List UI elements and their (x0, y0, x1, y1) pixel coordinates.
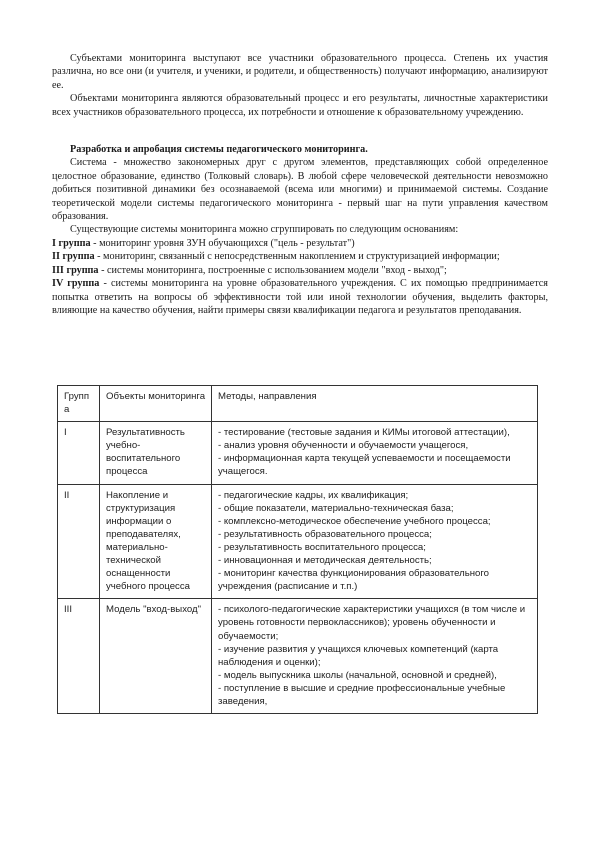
method-item: - результативность воспитательного процесса; (218, 541, 426, 553)
column-header-methods: Методы, направления (212, 386, 538, 422)
group-text: - системы мониторинга, построенные с использованием модели "вход - выход"; (98, 264, 447, 276)
method-item: - изучение развития у учащихся ключевых компетенций (карта наблюдения и оценки); (218, 643, 499, 668)
group-cell: I (58, 422, 100, 484)
object-cell: Результативность учебно-воспитательного процесса (100, 422, 212, 484)
method-item: - общие показатели, материально-техническая база; (218, 502, 454, 514)
paragraph-grouping-intro: Существующие системы мониторинга можно сгруппировать по следующим основаниям: (70, 224, 459, 236)
document-body (52, 52, 548, 317)
table-row (58, 422, 538, 484)
methods-cell (212, 484, 538, 599)
group-label: II группа (52, 251, 95, 263)
group-cell: II (58, 484, 100, 599)
column-header-objects: Объекты мониторинга (100, 386, 212, 422)
methods-cell (212, 599, 538, 714)
paragraph-system-definition: Система - множество закономерных друг с другом элементов, представляющих собой определенное целостное образование, единство (Толковый словарь). В любой сфере человеческой деятельности невозможно добиться позитивной динамики без осознаваемой (всема или многими) и принимаемой системы. Создание теоретической модели системы педагогического мониторинга - первый шаг на пути управления качеством образования. (52, 157, 548, 223)
group-item (52, 237, 548, 250)
method-item: - комплексно-методическое обеспечение учебного процесса; (218, 515, 491, 527)
monitoring-table (57, 385, 538, 714)
group-text: - мониторинг уровня ЗУН обучающихся ("цель - результат") (90, 237, 355, 249)
method-item: - анализ уровня обученности и обучаемости учащегося, (218, 440, 469, 452)
method-item: - поступление в высшие и средние профессиональные учебные заведения, (218, 682, 506, 707)
group-text: - мониторинг, связанный с непосредственным накоплением и структуризацией информации; (94, 251, 500, 263)
group-label: IV группа (52, 278, 100, 290)
group-cell: III (58, 599, 100, 714)
method-item: - результативность образовательного процесса; (218, 528, 432, 540)
method-item: - модель выпускника школы (начальной, основной и средней), (218, 669, 497, 681)
section-heading: Разработка и апробация системы педагогического мониторинга. (70, 144, 368, 156)
method-item: - информационная карта текущей успеваемости и посещаемости учащегося. (218, 453, 511, 478)
paragraph-subjects: Субъектами мониторинга выступают все участники образовательного процесса. Степень их участия различна, но все они (и учителя, и ученики, и родители, и общественность) получают информацию, анализируют ее. (52, 53, 548, 91)
object-cell: Модель "вход-выход" (100, 599, 212, 714)
methods-cell (212, 422, 538, 484)
method-item: - инновационная и методическая деятельность; (218, 555, 432, 567)
table-header-row (58, 386, 538, 422)
group-item (52, 277, 548, 317)
group-item (52, 250, 548, 263)
table-row (58, 484, 538, 599)
group-label: III группа (52, 264, 99, 276)
method-item: - педагогические кадры, их квалификация; (218, 489, 409, 501)
column-header-group: Групп а (58, 386, 100, 422)
table-row (58, 599, 538, 714)
method-item: - тестирование (тестовые задания и КИМы итоговой аттестации), (218, 427, 510, 439)
paragraph-objects: Объектами мониторинга являются образовательный процесс и его результаты, личностные характеристики всех участников образовательного процесса, их потребности и отношение к образовательному учреждению. (52, 93, 548, 118)
group-text: - системы мониторинга на уровне образовательного учреждения. С их помощью предпринимается попытка ответить на вопросы об эффективности той или иной технологии обучения, выделить факторы, влияющие на качество обучения, найти примеры связи квалификации педагога и результатов преподавания. (52, 278, 548, 316)
method-item: - мониторинг качества функционирования образовательного учреждения (расписание и т.п.) (218, 568, 490, 593)
group-item (52, 264, 548, 277)
object-cell: Накопление и структуризация информации о преподавателях, материально-технической оснащенности учебного процесса (100, 484, 212, 599)
group-label: I группа (52, 237, 91, 249)
method-item: - психолого-педагогические характеристики учащихся (в том числе и уровень готовности первоклассников); уровень обученности и обучаемости; (218, 604, 526, 642)
